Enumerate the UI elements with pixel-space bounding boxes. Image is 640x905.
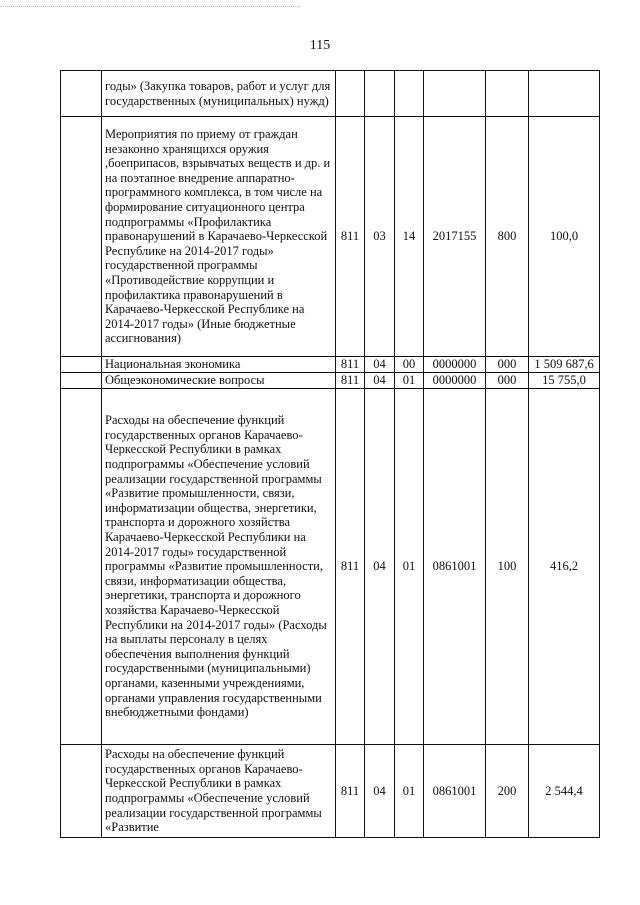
amount-cell: 416,2 (529, 389, 600, 745)
description-cell: Общеэкономические вопросы (102, 373, 336, 389)
amount-cell: 15 755,0 (529, 373, 600, 389)
subsection-code-cell: 01 (395, 389, 424, 745)
expense-type-cell (486, 71, 529, 117)
subsection-code-cell (395, 71, 424, 117)
subsection-code-cell: 14 (395, 117, 424, 357)
row-number-cell (61, 117, 102, 357)
admin-code-cell: 811 (336, 373, 365, 389)
description-cell: годы» (Закупка товаров, работ и услуг для государственных (муниципальных) нужд) (102, 71, 336, 117)
target-article-cell: 2017155 (424, 117, 486, 357)
amount-cell (529, 71, 600, 117)
budget-table (60, 70, 600, 838)
section-code-cell (365, 71, 395, 117)
table-row (61, 357, 600, 373)
row-number-cell (61, 71, 102, 117)
target-article-cell: 0861001 (424, 389, 486, 745)
amount-cell: 1 509 687,6 (529, 357, 600, 373)
description-cell: Расходы на обеспечение функций государственных органов Карачаево-Черкесской Республики в рамках подпрограммы «Обеспечение условий реализации государственной программы «Развитие (102, 745, 336, 838)
page-number: 115 (309, 38, 331, 53)
description-cell: Расходы на обеспечение функций государственных органов Карачаево-Черкесской Республики в рамках подпрограммы «Обеспечение условий реализации государственной программы «Развитие промышленности, связи, информатизации общества, энергетики, транспорта и дорожного хозяйства Карачаево-Черкесской Республики на 2014-2017 годы» государственной программы «Развитие промышленности, связи, информатизации общества, энергетики, транспорта и дорожного хозяйства Карачаево-Черкесской Республики на 2014-2017 годы» (Расходы на выплаты персоналу в целях обеспечения выполнения функций государственными (муниципальными) органами, казенными учреждениями, органами управления государственными внебюджетными фондами) (102, 389, 336, 745)
row-number-cell (61, 357, 102, 373)
target-article-cell (424, 71, 486, 117)
expense-type-cell: 100 (486, 389, 529, 745)
description-cell: Мероприятия по приему от граждан незаконно хранящихся оружия ,боеприпасов, взрывчатых веществ и др. и на поэтапное внедрение аппаратно- программного комплекса, в том числе на формирование ситуационного центра подпрограммы «Профилактика правонарушений в Карачаево-Черкесской Республике на 2014-2017 годы» государственной программы «Противодействие коррупции и профилактика правонарушений в Карачаево-Черкесской Республике на 2014-2017 годы» (Иные бюджетные ассигнования) (102, 117, 336, 357)
table-row (61, 373, 600, 389)
row-number-cell (61, 373, 102, 389)
admin-code-cell: 811 (336, 745, 365, 838)
section-code-cell: 03 (365, 117, 395, 357)
table-row (61, 389, 600, 745)
description-cell: Национальная экономика (102, 357, 336, 373)
expense-type-cell: 200 (486, 745, 529, 838)
admin-code-cell: 811 (336, 357, 365, 373)
amount-cell: 2 544,4 (529, 745, 600, 838)
subsection-code-cell: 01 (395, 745, 424, 838)
subsection-code-cell: 00 (395, 357, 424, 373)
section-code-cell: 04 (365, 373, 395, 389)
table-row (61, 745, 600, 838)
amount-cell: 100,0 (529, 117, 600, 357)
expense-type-cell: 000 (486, 357, 529, 373)
expense-type-cell: 000 (486, 373, 529, 389)
table-row (61, 117, 600, 357)
admin-code-cell (336, 71, 365, 117)
target-article-cell: 0000000 (424, 357, 486, 373)
row-number-cell (61, 389, 102, 745)
section-code-cell: 04 (365, 745, 395, 838)
section-code-cell: 04 (365, 389, 395, 745)
subsection-code-cell: 01 (395, 373, 424, 389)
scan-artifact-line (0, 6, 300, 7)
section-code-cell: 04 (365, 357, 395, 373)
target-article-cell: 0861001 (424, 745, 486, 838)
admin-code-cell: 811 (336, 117, 365, 357)
expense-type-cell: 800 (486, 117, 529, 357)
target-article-cell: 0000000 (424, 373, 486, 389)
admin-code-cell: 811 (336, 389, 365, 745)
row-number-cell (61, 745, 102, 838)
table-row (61, 71, 600, 117)
